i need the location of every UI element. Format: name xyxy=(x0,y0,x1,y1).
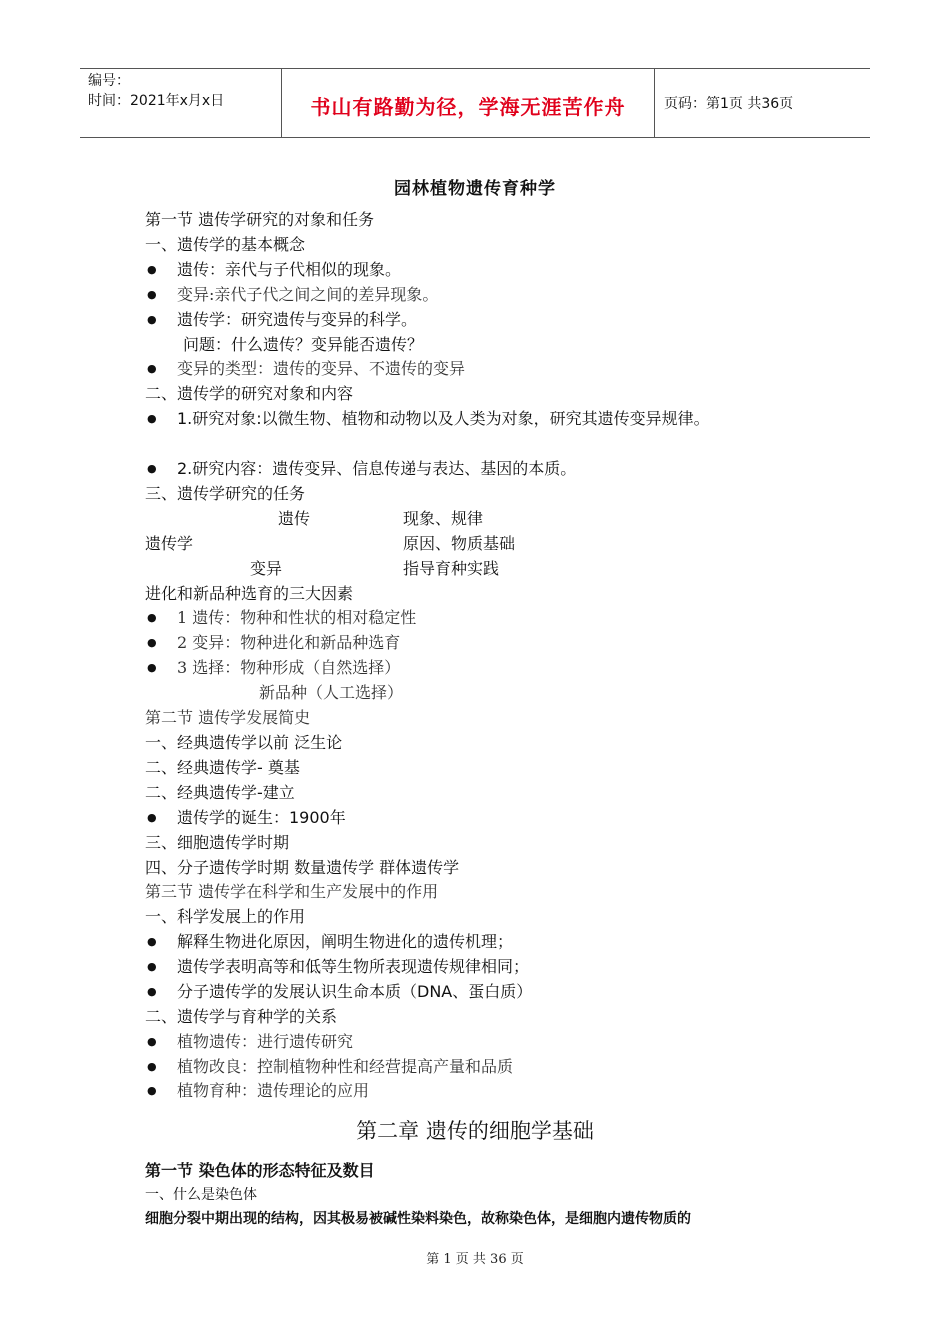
paragraph-heading: 四、分子遗传学时期 数量遗传学 群体遗传学 xyxy=(145,858,460,877)
bullet-icon: ● xyxy=(147,611,157,624)
bullet-text: 变异:亲代子代之间之间的差异现象。 xyxy=(177,285,439,304)
diagram-guide: 指导育种实践 xyxy=(403,559,500,578)
bullet-icon: ● xyxy=(147,462,157,475)
chapter-subheading: 一、什么是染色体 xyxy=(145,1187,257,1203)
diagram-cause: 原因、物质基础 xyxy=(403,534,516,553)
bullet-icon: ● xyxy=(147,661,157,674)
bullet-text: 分子遗传学的发展认识生命本质（DNA、蛋白质） xyxy=(177,982,533,1001)
bullet-icon: ● xyxy=(147,960,157,973)
bullet-text: 植物遗传：进行遗传研究 xyxy=(177,1032,354,1051)
section-heading: 第三节 遗传学在科学和生产发展中的作用 xyxy=(145,882,439,901)
number-label: 编号： xyxy=(88,73,130,89)
bullet-icon: ● xyxy=(147,935,157,948)
bullet-icon: ● xyxy=(147,1084,157,1097)
paragraph-heading: 一、遗传学的基本概念 xyxy=(145,235,306,254)
bullet-text: 遗传：亲代与子代相似的现象。 xyxy=(177,260,402,279)
bullet-text: 植物育种：遗传理论的应用 xyxy=(177,1081,370,1100)
bullet-text: 1.研究对象:以微生物、植物和动物以及人类为对象，研究其遗传变异规律。 xyxy=(177,409,710,428)
paragraph-heading: 二、经典遗传学- 奠基 xyxy=(145,758,300,777)
bullet-icon: ● xyxy=(147,263,157,276)
paragraph-heading: 一、科学发展上的作用 xyxy=(145,907,306,926)
bullet-text: 遗传学的诞生：1900年 xyxy=(177,808,346,827)
paragraph-heading: 进化和新品种选育的三大因素 xyxy=(145,584,354,603)
chapter-section-heading: 第一节 染色体的形态特征及数目 xyxy=(145,1161,375,1180)
bullet-text: 1 遗传：物种和性状的相对稳定性 xyxy=(177,608,417,627)
header-meta xyxy=(88,71,224,111)
bullet-icon: ● xyxy=(147,811,157,824)
bullet-icon: ● xyxy=(147,985,157,998)
chapter-title: 第二章 遗传的细胞学基础 xyxy=(356,1119,594,1143)
paragraph-heading: 三、细胞遗传学时期 xyxy=(145,833,290,852)
bullet-text: 植物改良：控制植物种性和经营提高产量和品质 xyxy=(177,1057,514,1076)
bullet-icon: ● xyxy=(147,412,157,425)
paragraph-heading: 二、遗传学的研究对象和内容 xyxy=(145,384,354,403)
question-text: 问题：什么遗传？变异能否遗传？ xyxy=(183,335,424,354)
bullet-icon: ● xyxy=(147,1035,157,1048)
paragraph-heading: 二、遗传学与育种学的关系 xyxy=(145,1007,338,1026)
paragraph-heading: 二、经典遗传学-建立 xyxy=(145,783,295,802)
diagram-variation: 变异 xyxy=(250,559,283,578)
page-footer: 第 1 页 共 36 页 xyxy=(426,1252,524,1267)
bullet-text: 遗传学表明高等和低等生物所表现遗传规律相同； xyxy=(177,957,530,976)
header-motto: 书山有路勤为径，学海无涯苦作舟 xyxy=(310,95,626,119)
bullet-icon: ● xyxy=(147,1060,157,1073)
chapter-body-text: 细胞分裂中期出现的结构，因其极易被碱性染料染色，故称染色体，是细胞内遗传物质的 xyxy=(145,1211,691,1227)
page-header xyxy=(80,68,870,138)
header-page-info: 页码：第1页 共36页 xyxy=(664,96,794,112)
header-divider xyxy=(654,69,655,137)
paragraph-heading: 一、经典遗传学以前 泛生论 xyxy=(145,733,343,752)
bullet-icon: ● xyxy=(147,636,157,649)
paragraph-heading: 三、遗传学研究的任务 xyxy=(145,484,306,503)
bullet-icon: ● xyxy=(147,288,157,301)
bullet-icon: ● xyxy=(147,362,157,375)
bullet-text: 2.研究内容：遗传变异、信息传递与表达、基因的本质。 xyxy=(177,459,577,478)
section-heading: 第二节 遗传学发展简史 xyxy=(145,708,311,727)
diagram-genetics: 遗传学 xyxy=(145,534,194,553)
time-label: 时间：2021年x月x日 xyxy=(88,93,225,109)
document-title: 园林植物遗传育种学 xyxy=(394,179,556,199)
bullet-icon: ● xyxy=(147,313,157,326)
diagram-phenomena: 现象、规律 xyxy=(403,509,484,528)
diagram-heredity: 遗传 xyxy=(278,509,311,528)
bullet-text: 变异的类型：遗传的变异、不遗传的变异 xyxy=(177,359,466,378)
bullet-continuation: 新品种（人工选择） xyxy=(259,683,404,702)
bullet-text: 3 选择：物种形成（自然选择） xyxy=(177,658,401,677)
bullet-text: 2 变异：物种进化和新品种选育 xyxy=(177,633,401,652)
bullet-text: 解释生物进化原因，阐明生物进化的遗传机理； xyxy=(177,932,514,951)
bullet-text: 遗传学：研究遗传与变异的科学。 xyxy=(177,310,418,329)
section-heading: 第一节 遗传学研究的对象和任务 xyxy=(145,210,375,229)
